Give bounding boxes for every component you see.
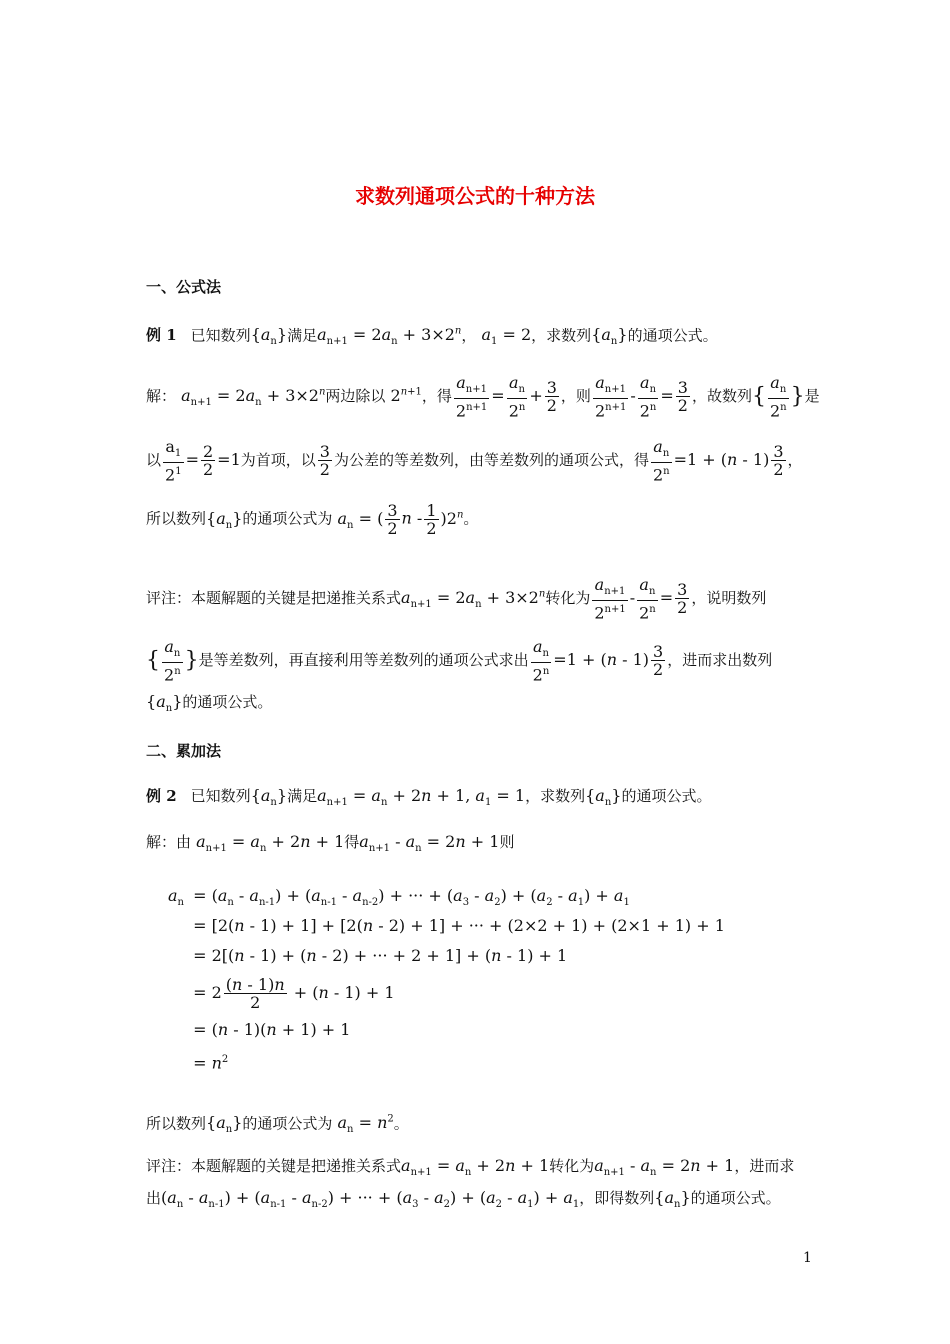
solution-2-line-1: 解：由 $a_{n+1} = a_n + 2n + 1$得$a_{n+1} - a_n = 2n + 1$则 bbox=[146, 832, 515, 855]
text: 的通项公式。 bbox=[690, 1189, 781, 1207]
example-1: 例 1 已知数列$\{a_n\}$满足$a_{n+1} = 2a_n + 3\times 2^n$， $a_1 = 2$，求数列$\{a_n\}$的通项公式。 bbox=[146, 325, 718, 348]
text: 的通项公式。 bbox=[182, 693, 273, 711]
text: ，即得数列 bbox=[579, 1189, 655, 1207]
text: 转化为 bbox=[549, 1157, 595, 1175]
text: ，故数列 bbox=[691, 386, 752, 405]
solution-1-line-2: 以 $\frac{a_1}{2^1}$ = $\frac{2}{2}$ =1为首项，以 $\frac{3}{2}$ 为公差的等差数列，由等差数列的通项公式，得 $\frac{a_n}{2^n}$ =1 + (n - 1) $\frac{3}{2}$ ， bbox=[146, 437, 803, 485]
text: 评注：本题解题的关键是把递推关系式 bbox=[146, 1157, 402, 1175]
text: 为首项，以 bbox=[240, 450, 316, 469]
text: 所以数列 bbox=[146, 509, 207, 528]
text: 则 bbox=[499, 833, 515, 851]
text: ，求数列 bbox=[525, 787, 586, 805]
text: 解： bbox=[146, 386, 177, 405]
comment-1-line-3: $\{a_n\}$的通项公式。 bbox=[146, 692, 273, 715]
text: 。 bbox=[393, 1114, 409, 1133]
text: 满足 bbox=[287, 326, 318, 345]
text: ，求数列 bbox=[531, 326, 592, 345]
text: 评注：本题解题的关键是把递推关系式 bbox=[146, 588, 402, 607]
document-title: 求数列通项公式的十种方法 bbox=[355, 184, 595, 208]
text: ， bbox=[461, 326, 477, 345]
text: ，进而求 bbox=[734, 1157, 795, 1175]
text: 以 bbox=[146, 450, 162, 469]
text: 已知数列 bbox=[190, 326, 251, 345]
text: 是等差数列，再直接利用等差数列的通项公式求出 bbox=[198, 650, 529, 669]
text: 的通项公式为 bbox=[242, 1114, 333, 1133]
text: 的通项公式为 bbox=[242, 509, 333, 528]
solution-1-line-1: 解： $a_{n+1} = 2a_n + 3\times 2^n$两边除以 $2^{n+1}$，得 $\frac{a_{n+1}}{2^{n+1}}$ = $\frac{a_n}{2^n}$ + $\frac{3}{2}$ ，则 $\frac{a_{n+1}}{2^{n+1}}$ - $\frac{a_n}{2^n}$ = $\frac{3}{2}$ ，故数列{ $\frac{a_n}{2^n}$ }是 bbox=[146, 373, 820, 421]
section-heading-cumulative-sum: 二、累加法 bbox=[146, 742, 222, 760]
derivation-block: $a_n = (a_n - a_{n-1}) + (a_{n-1} - a_{n-2})$ + ··· + $(a_3 - a_2) + (a_2 - a_1) + a_1$ = [2(n - 1) + 1] + [2(n - 2) + 1] + ··· + (2×2 + 1) + (2×1 + 1) + 1 = 2[(n - 1) + (n - 2) + ··· + 2 + 1] + (n - 1) + 1 = 2 $\frac{(n - 1)n}{2}$ + (n - 1) + 1 = (n - 1)(n + 1) + 1 = $n^2$ bbox=[168, 886, 725, 1073]
text: ， bbox=[787, 450, 803, 469]
section-heading-formula: 一、公式法 bbox=[146, 278, 222, 296]
comment-2-line-2: 出$(a_n - a_{n-1}) + (a_{n-1} - a_{n-2})$ + ··· + $(a_3 - a_2) + (a_2 - a_1) + a_1$，即得数列$\{a_n\}$的通项公式。 bbox=[146, 1188, 781, 1211]
text: 得 bbox=[344, 833, 360, 851]
text: ，则 bbox=[560, 386, 591, 405]
solution-1-line-3: 所以数列$\{a_n\}$的通项公式为 $a_n$ = ( $\frac{3}{2}$ n - $\frac{1}{2}$ )2$^n$。 bbox=[146, 501, 479, 538]
text: 转化为 bbox=[545, 588, 591, 607]
comment-1-line-2: { $\frac{a_n}{2^n}$ }是等差数列，再直接利用等差数列的通项公式求出 $\frac{a_n}{2^n}$ =1 + (n - 1) $\frac{3}{2}$ ，进而求出数列 bbox=[146, 637, 773, 685]
text: 。 bbox=[463, 509, 479, 528]
text: 是 bbox=[804, 386, 820, 405]
text: 的通项公式。 bbox=[621, 787, 712, 805]
text: 已知数列 bbox=[190, 787, 251, 805]
text: ，进而求出数列 bbox=[667, 650, 773, 669]
text: 所以数列 bbox=[146, 1114, 207, 1133]
comment-1-line-1: 评注：本题解题的关键是把递推关系式$a_{n+1} = 2a_n + 3\times 2^n$转化为 $\frac{a_{n+1}}{2^{n+1}}$ - $\frac{a_n}{2^n}$ = $\frac{3}{2}$ ，说明数列 bbox=[146, 575, 767, 623]
text: 解：由 bbox=[146, 833, 192, 851]
comment-2-line-1: 评注：本题解题的关键是把递推关系式$a_{n+1} = a_n + 2n + 1$转化为$a_{n+1} - a_n = 2n + 1$，进而求 bbox=[146, 1156, 795, 1179]
text: 的通项公式。 bbox=[627, 326, 718, 345]
text: 出 bbox=[146, 1189, 162, 1207]
text: 两边除以 bbox=[325, 386, 386, 405]
text: 满足 bbox=[287, 787, 318, 805]
example-label: 例 2 bbox=[146, 787, 177, 805]
example-2: 例 2 已知数列$\{a_n\}$满足$a_{n+1} = a_n + 2n + 1$, $a_1 = 1$，求数列$\{a_n\}$的通项公式。 bbox=[146, 786, 712, 809]
text: ，得 bbox=[421, 386, 452, 405]
example-label: 例 1 bbox=[146, 326, 177, 345]
text: ，说明数列 bbox=[691, 588, 767, 607]
text: 为公差的等差数列，由等差数列的通项公式，得 bbox=[333, 450, 649, 469]
page-number: 1 bbox=[803, 1250, 812, 1266]
result-2: 所以数列$\{a_n\}$的通项公式为 $a_n = n^2$。 bbox=[146, 1113, 409, 1136]
